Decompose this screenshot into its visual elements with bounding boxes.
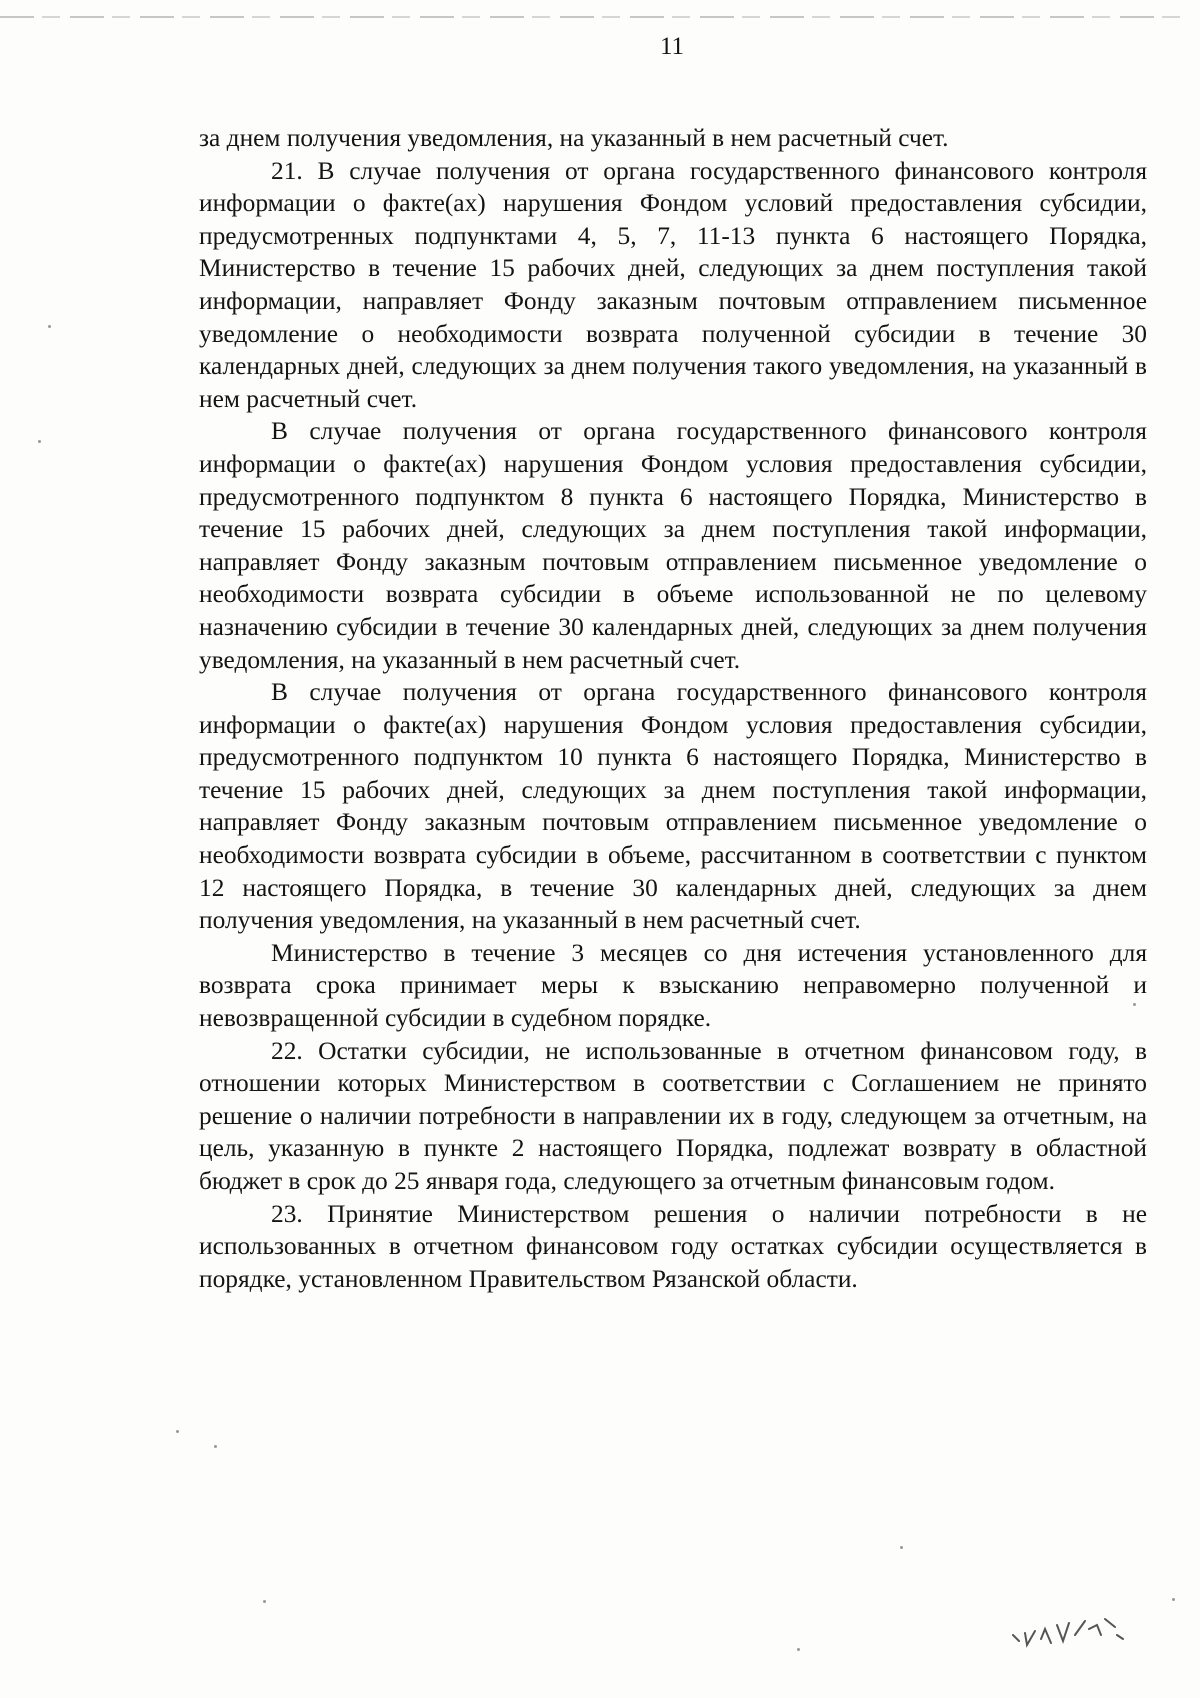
scan-speck <box>176 1430 179 1433</box>
paragraph-clause-21: 21. В случае получения от органа государственного финансового контроля информации о факте(ах) нарушения Фондом условий предоставления субсидии, предусмотренных подпунктами 4, 5, 7, 11-13 пункта 6 настоящего Порядка, Министерство в течение 15 рабочих дней, следующих за днем поступления такой информации, направляет Фонду заказным почтовым отправлением письменное уведомление о необходимости возврата полученной субсидии в течение 30 календарных дней, следующих за днем получения такого уведомления, на указанный в нем расчетный счет. <box>199 156 1147 413</box>
paragraph-clause-23: 23. Принятие Министерством решения о наличии потребности в не использованных в отчетном финансовом году остатках субсидии осуществляется в порядке, установленном Правительством Рязанской области. <box>199 1199 1147 1293</box>
paragraph-clause-21-subsidy-8: В случае получения от органа государственного финансового контроля информации о факте(ах) нарушения Фондом условия предоставления субсидии, предусмотренного подпунктом 8 пункта 6 настоящего Порядка, Министерство в течение 15 рабочих дней, следующих за днем поступления такой информации, направляет Фонду заказным почтовым отправлением письменное уведомление о необходимости возврата субсидии в объеме использованной не по целевому назначению субсидии в течение 30 календарных дней, следующих за днем получения уведомления, на указанный в нем расчетный счет. <box>199 417 1147 674</box>
scan-edge-line <box>0 16 1180 18</box>
scan-speck <box>48 325 51 328</box>
scan-speck <box>1172 1598 1175 1601</box>
scan-speck <box>38 440 41 443</box>
scan-speck <box>797 1648 800 1651</box>
paragraph-continuation: за днем получения уведомления, на указанный в нем расчетный счет. <box>199 124 949 152</box>
page-number: 11 <box>659 33 685 60</box>
scan-speck <box>900 1546 903 1549</box>
scan-speck <box>214 1445 217 1448</box>
paragraph-recovery: Министерство в течение 3 месяцев со дня истечения установленного для возврата срока принимает меры к взысканию неправомерно полученной и невозвращенной субсидии в судебном порядке. <box>199 938 1147 1033</box>
paragraph-clause-21-subsidy-10: В случае получения от органа государственного финансового контроля информации о факте(ах) нарушения Фондом условия предоставления субсидии, предусмотренного подпунктом 10 пункта 6 настоящего Порядка, Министерство в течение 15 рабочих дней, следующих за днем поступления такой информации, направляет Фонду заказным почтовым отправлением письменное уведомление о необходимости возврата субсидии в объеме, рассчитанном в соответствии с пунктом 12 настоящего Порядка, в течение 30 календарных дней, следующих за днем получения уведомления, на указанный в нем расчетный счет. <box>199 678 1147 935</box>
document-body <box>199 122 1147 1295</box>
paragraph-clause-22: 22. Остатки субсидии, не использованные в отчетном финансовом году, в отношении которых Министерством в соответствии с Соглашением не принято решение о наличии потребности в направлении их в году, следующем за отчетным, на цель, указанную в пункте 2 настоящего Порядка, подлежат возврату в областной бюджет в срок до 25 января года, следующего за отчетным финансовым годом. <box>199 1036 1147 1195</box>
scan-speck <box>263 1600 266 1603</box>
scribble-mark-icon <box>1005 1595 1145 1655</box>
scan-speck <box>1133 1003 1136 1006</box>
